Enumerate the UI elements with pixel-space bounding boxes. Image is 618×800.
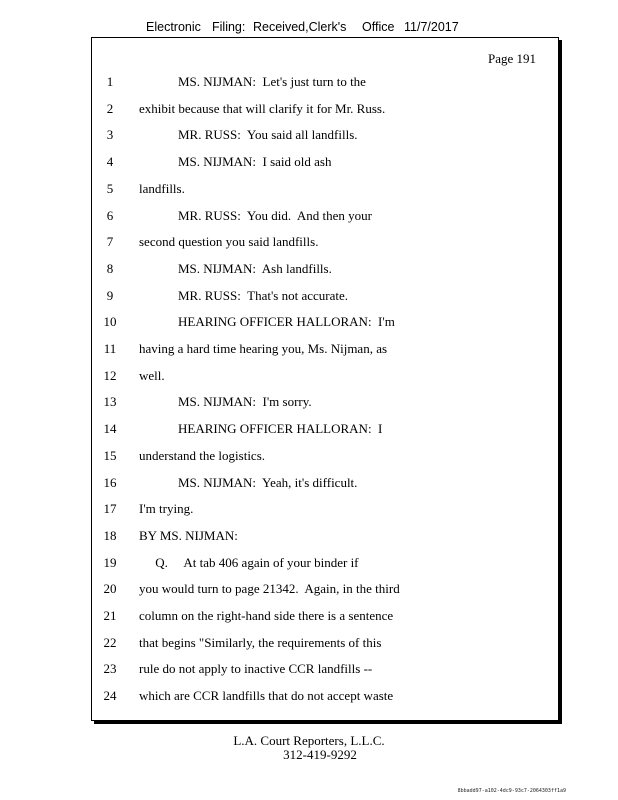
line-number: 1 <box>106 74 114 89</box>
transcript-line <box>92 261 558 281</box>
line-text: MS. NIJMAN: Ash landfills. <box>178 260 332 276</box>
transcript-line <box>92 501 558 521</box>
line-text: I'm trying. <box>139 501 194 517</box>
line-number: 11 <box>103 341 117 356</box>
transcript-line <box>92 394 558 414</box>
line-text: well. <box>139 367 165 383</box>
line-text: that begins "Similarly, the requirements of this <box>139 634 382 650</box>
line-text: exhibit because that will clarify it for Mr. Russ. <box>139 100 386 116</box>
line-text: MS. NIJMAN: Let's just turn to the <box>178 74 366 89</box>
line-text: HEARING OFFICER HALLORAN: I'm <box>178 314 395 330</box>
line-text: you would turn to page 21342. Again, in the third <box>139 581 400 597</box>
line-text: second question you said landfills. <box>139 234 319 250</box>
transcript-line <box>92 475 558 495</box>
line-number: 4 <box>106 154 114 170</box>
line-number: 8 <box>106 260 114 276</box>
line-number: 7 <box>106 234 114 250</box>
filing-filing: Filing: <box>212 20 246 34</box>
transcript-line <box>92 661 558 681</box>
page-number: Page 191 <box>487 51 536 66</box>
line-text: landfills. <box>139 180 185 196</box>
line-number: 10 <box>103 314 117 330</box>
line-number: 16 <box>103 474 117 490</box>
line-number: 19 <box>103 554 117 570</box>
line-text: BY MS. NIJMAN: <box>139 527 238 543</box>
line-text: MS. NIJMAN: I'm sorry. <box>178 394 312 410</box>
transcript-line <box>92 101 558 121</box>
transcript-line <box>92 181 558 201</box>
line-number: 9 <box>106 287 114 303</box>
line-number: 12 <box>103 367 117 383</box>
line-text: MS. NIJMAN: I said old ash <box>178 154 332 170</box>
transcript-line <box>92 421 558 441</box>
footer-company: L.A. Court Reporters, L.L.C. <box>233 733 385 748</box>
filing-office: Office <box>362 20 395 34</box>
footer <box>0 734 618 762</box>
line-number: 24 <box>103 688 117 704</box>
transcript-line <box>92 74 558 94</box>
transcript-line <box>92 341 558 361</box>
footer-phone: 312-419-9292 <box>283 747 357 762</box>
filing-date: 11/7/2017 <box>404 20 459 34</box>
transcript-line <box>92 581 558 601</box>
line-text: HEARING OFFICER HALLORAN: I <box>178 421 383 437</box>
line-text: understand the logistics. <box>139 447 266 463</box>
transcript-line <box>92 127 558 147</box>
line-text: rule do not apply to inactive CCR landfills -- <box>139 661 373 677</box>
line-text: MR. RUSS: You did. And then your <box>178 207 372 223</box>
transcript-line <box>92 528 558 548</box>
line-number: 21 <box>103 608 117 623</box>
document-id: 8bbadd97-a102-4dc9-93c7-2064303ff1a9 <box>457 788 566 794</box>
line-text: MR. RUSS: That's not accurate. <box>178 287 349 303</box>
transcript-line <box>92 448 558 468</box>
transcript-line <box>92 208 558 228</box>
transcript-line <box>92 314 558 334</box>
line-number: 20 <box>103 581 117 597</box>
line-number: 6 <box>106 207 114 223</box>
line-number: 5 <box>106 180 114 196</box>
line-text: having a hard time hearing you, Ms. Nijman, as <box>139 341 388 356</box>
line-text: MS. NIJMAN: Yeah, it's difficult. <box>178 474 358 490</box>
transcript-line <box>92 635 558 655</box>
transcript-line <box>92 368 558 388</box>
transcript-line <box>92 234 558 254</box>
transcript-line <box>92 154 558 174</box>
line-text: which are CCR landfills that do not accept waste <box>139 688 394 704</box>
line-number: 14 <box>103 421 117 437</box>
line-number: 3 <box>106 127 114 143</box>
line-number: 22 <box>103 634 117 650</box>
line-number: 15 <box>103 447 117 463</box>
line-text: Q. At tab 406 again of your binder if <box>139 554 359 570</box>
filing-stamp <box>0 20 618 38</box>
transcript-line <box>92 688 558 708</box>
filing-received: Received,Clerk's <box>253 20 347 34</box>
line-number: 2 <box>106 100 114 116</box>
line-number: 18 <box>103 527 117 543</box>
transcript-line <box>92 555 558 575</box>
transcript-line <box>92 288 558 308</box>
line-number: 17 <box>103 501 117 517</box>
line-number: 13 <box>103 394 117 410</box>
line-text: column on the right-hand side there is a sentence <box>139 608 394 623</box>
line-text: MR. RUSS: You said all landfills. <box>178 127 358 143</box>
line-number: 23 <box>103 661 117 677</box>
transcript-page <box>91 37 559 721</box>
filing-electronic: Electronic <box>146 20 201 34</box>
transcript-line <box>92 608 558 628</box>
